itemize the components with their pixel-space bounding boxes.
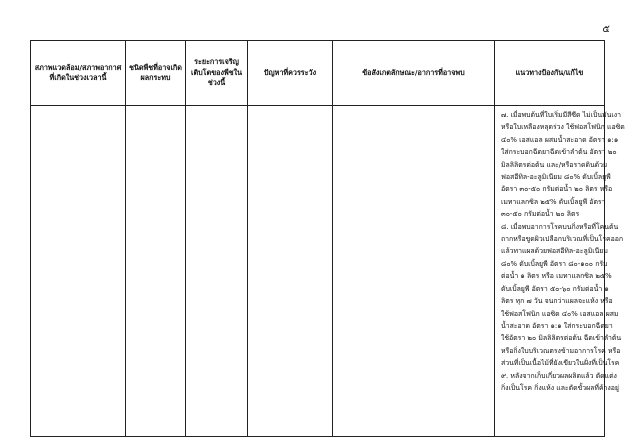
remedy-line: ใช้อัตรา ๒๐ มิลลิลิตรต่อต้น ฉีดเข้าลำต้น [501,334,622,343]
table-row [31,106,605,437]
remedy-line: ๘๐% ดับเบิ้ลยูพี อัตรา ๘๐-๑๐๐ กรัม [501,259,608,268]
remedy-line: แล้วทาแผลด้วยฟอสอีทิล-อะลูมิเนียม [501,247,608,256]
remedy-line: ส่วนที่เป็นเนื้อไม้ที่ยังเขียวในฝั่งที่เป็นโรค [501,359,620,368]
remedy-line: ใส่กระบอกฉีดยาฉีดเข้าลำต้น อัตรา ๒๐ [501,148,617,157]
header-crop-type: ชนิดพืชที่อาจเกิดผลกระทบ [126,41,186,106]
header-remedy: แนวทางป้องกัน/แก้ไข [495,41,605,106]
table-header-row [31,41,605,106]
header-problem: ปัญหาที่ควรระวัง [248,41,333,106]
remedy-line: ๘. เมื่อพบอาการโรคบนกิ่งหรือที่โคนต้น [501,222,619,231]
remedy-line: หรือกิ่งใบบริเวณตรงข้ามอาการโรค หรือ [501,346,621,355]
remedy-line: ฟอสอีทิล-อะลูมิเนียม ๘๐% ดับเบิ้ลยูพี [501,173,611,182]
remedy-line: หรือใบเหลืองหลุดร่วง ใช้ฟอสโฟนิก แอซิด [501,123,625,132]
remedy-line: มิลลิลิตรต่อต้น และ/หรือราดดินด้วย [501,160,608,169]
remedy-line: ลิตร ทุก ๗ วัน จนกว่าแผลจะแห้ง หรือ [501,297,613,306]
remedy-line: กิ่งเป็นโรค กิ่งแห้ง และตัดขั้วผลที่ค้างอยู่ [501,383,619,392]
remedy-line: ต่อน้ำ ๑ ลิตร หรือ เมทาแลกซิล ๒๕% [501,272,612,281]
page-number: ๕ [602,24,610,35]
symptoms-cell [333,106,495,437]
remedy-line: ๗. เมื่อพบต้นที่ใบเริ่มมีสีซีด ไม่เป็นมันเงา [501,111,621,119]
remedy-cell [495,106,625,437]
recommendation-table [30,40,625,437]
remedy-line: ใช้ฟอสโฟนิก แอซิด ๔๐% เอสแอล ผสม [501,309,619,318]
remedy-line: ถากหรือขูดผิวเปลือกบริเวณที่เป็นโรคออก [501,235,624,244]
remedy-line: เมทาแลกซิล ๒๕% ดับเบิ้ลยูพี อัตรา [501,197,606,206]
growth-stage-cell [186,106,248,437]
remedy-line: ๓๐-๕๐ กรัมต่อน้ำ ๒๐ ลิตร [501,210,580,219]
header-growth-stage: ระยะการเจริญเติบโตของพืชในช่วงนี้ [186,41,248,106]
crop-type-cell [126,106,186,437]
problem-cell [248,106,333,437]
header-symptoms: ข้อสังเกตลักษณะ/อาการที่อาจพบ [333,41,495,106]
remedy-line: น้ำสะอาด อัตรา ๑:๑ ใส่กระบอกฉีดยา [501,321,613,330]
environment-cell [31,106,126,437]
header-environment: สภาพแวดล้อม/สภาพอากาศที่เกิดในช่วงเวลานี้ [31,41,126,106]
remedy-line: ๙. หลังจากเก็บเกี่ยวผลผลิตแล้ว ตัดแต่ง [501,371,617,380]
remedy-line: ดับเบิ้ลยูพี อัตรา ๕๐-๖๐ กรัมต่อน้ำ ๑ [501,284,609,293]
remedy-line: ๔๐% เอสแอล ผสมน้ำสะอาด อัตรา ๑:๑ [501,135,619,144]
remedy-line: อัตรา ๓๐-๕๐ กรัมต่อน้ำ ๒๐ ลิตร หรือ [501,185,613,194]
